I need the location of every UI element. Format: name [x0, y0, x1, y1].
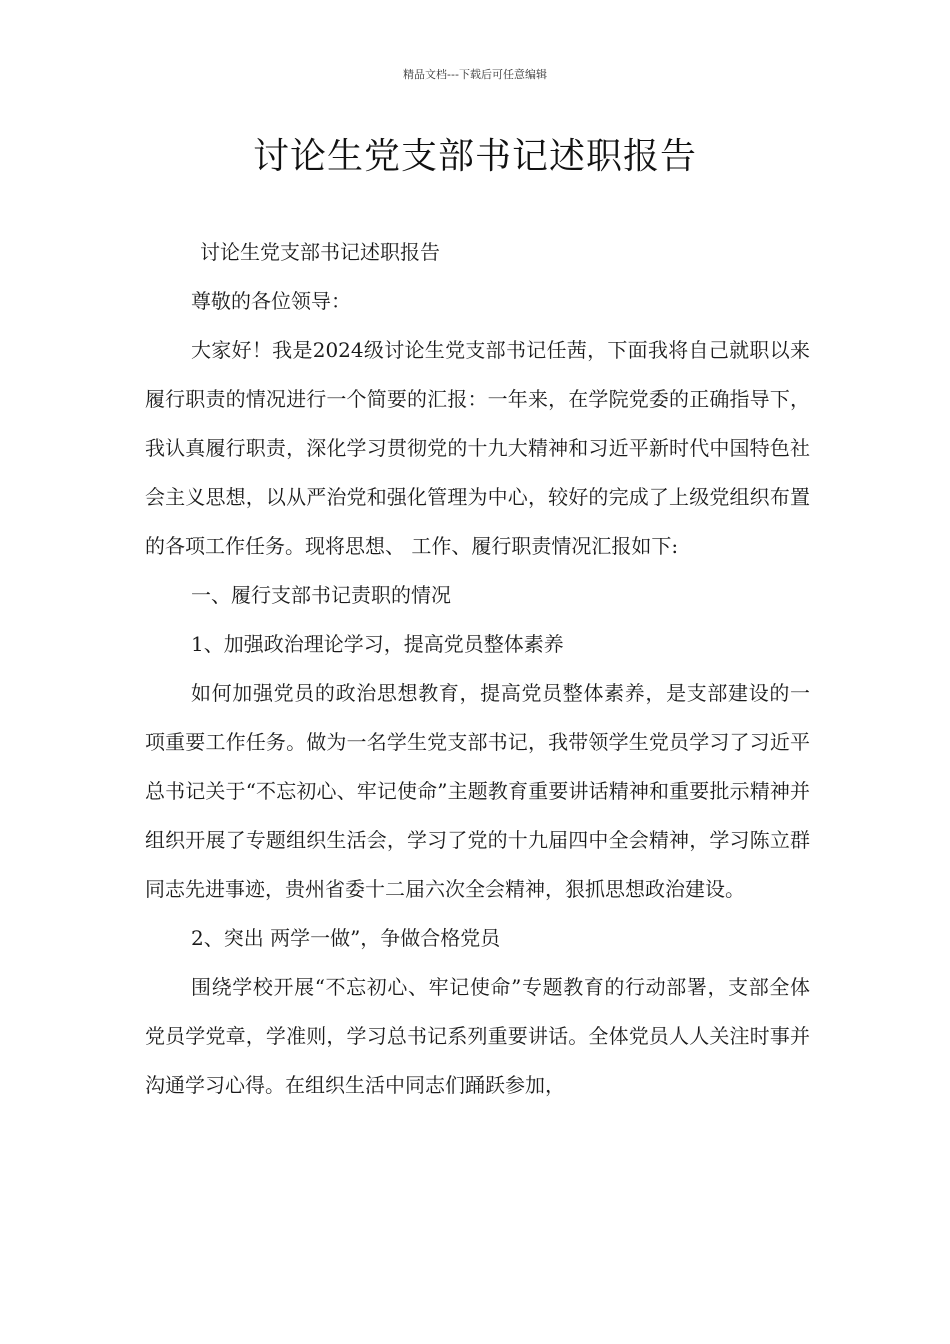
- paragraph-study: 如何加强党员的政治思想教育，提高党员整体素养，是支部建设的一项重要工作任务。做为一名学生党支部书记，我带领学生党员学习了习近平总书记关于“不忘初心、牢记使命”主题教育重要讲话精神和重要批示精神并组织开展了专题组织生活会，学习了党的十九届四中全会精神，学习陈立群同志先进事迹，贵州省委十二届六次全会精神，狠抓思想政治建设。: [145, 681, 810, 901]
- header-note: 精品文档---下载后可任意编辑: [403, 68, 547, 81]
- paragraph-intro: 大家好！我是2024级讨论生党支部书记任茜，下面我将自己就职以来履行职责的情况进行一个简要的汇报：一年来，在学院党委的正确指导下，我认真履行职责，深化学习贯彻党的十九大精神和习近平新时代中国特色社会主义思想，以从严治党和强化管理为中心，较好的完成了上级党组织布置的各项工作任务。现将思想、 工作、履行职责情况汇报如下:: [145, 338, 810, 558]
- document-title: 讨论生党支部书记述职报告: [252, 136, 697, 177]
- document-body: [145, 228, 810, 1110]
- subsection-heading-1: 1、加强政治理论学习，提高党员整体素养: [191, 632, 564, 656]
- paragraph-activities: 围绕学校开展“不忘初心、牢记使命”专题教育的行动部署，支部全体党员学党章，学准则，学习总书记系列重要讲话。全体党员人人关注时事并沟通学习心得。在组织生活中同志们踊跃参加，: [145, 975, 810, 1097]
- subsection-heading-2: 2、突出 两学一做”，争做合格党员: [191, 926, 501, 950]
- paragraph-subtitle: 讨论生党支部书记述职报告: [200, 240, 440, 264]
- section-heading-1: 一、履行支部书记责职的情况: [191, 583, 451, 607]
- paragraph-salutation: 尊敬的各位领导：: [191, 289, 351, 313]
